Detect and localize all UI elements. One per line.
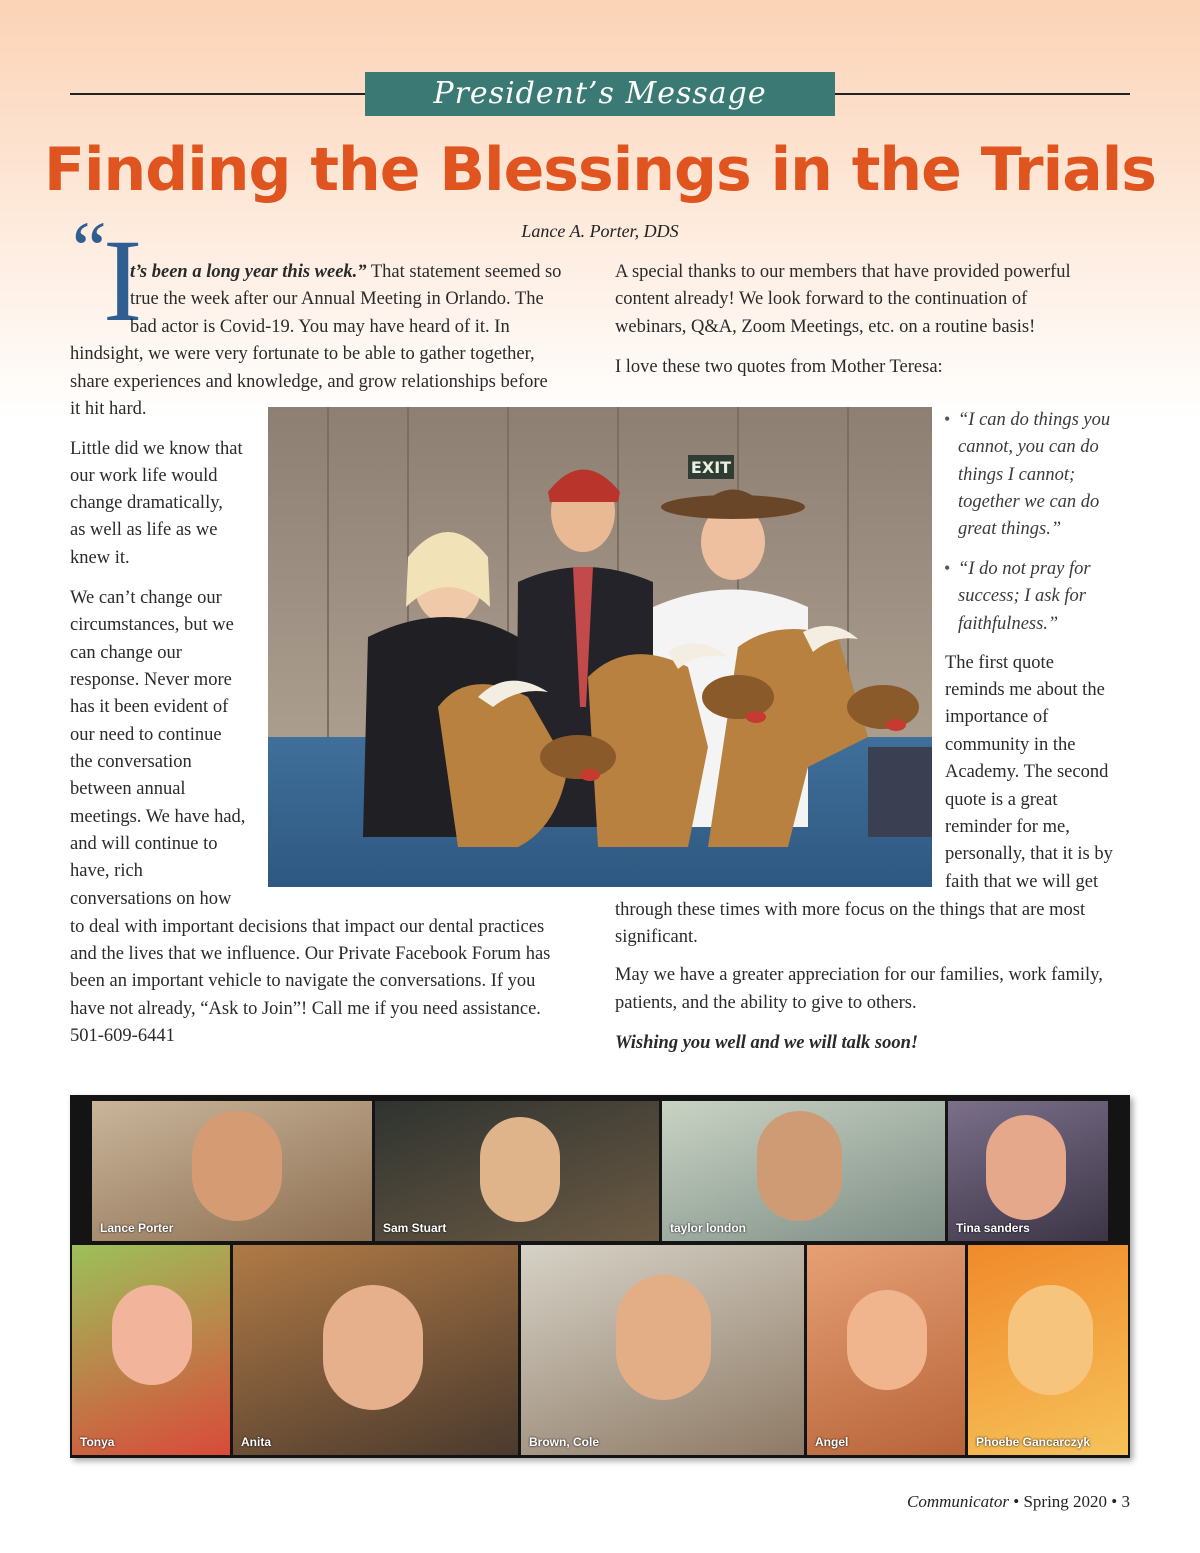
zoom-tile bbox=[662, 1101, 945, 1241]
body-line: I love these two quotes from Mother Teresa: bbox=[615, 357, 943, 377]
participant-name: Lance Porter bbox=[100, 1221, 174, 1235]
phone-number: 501-609-6441 bbox=[70, 1026, 175, 1046]
body-line: reminds me about the bbox=[945, 680, 1105, 700]
body-line: have not already, “Ask to Join”! Call me if you need assistance. bbox=[70, 999, 541, 1019]
article-title: Finding the Blessings in the Trials bbox=[44, 135, 1156, 205]
page-footer bbox=[907, 1492, 1130, 1512]
bullet-mark: • bbox=[944, 409, 951, 429]
section-banner: President’s Message bbox=[365, 72, 835, 116]
zoom-tile bbox=[807, 1245, 965, 1455]
zoom-collage bbox=[70, 1095, 1130, 1458]
body-line: personally, that it is by bbox=[945, 844, 1113, 864]
zoom-tile bbox=[92, 1101, 372, 1241]
lead-rest: That statement seemed so bbox=[366, 262, 562, 282]
body-line: May we have a greater appreciation for our families, work family, bbox=[615, 965, 1103, 985]
body-line: faith that we will get bbox=[945, 872, 1099, 892]
participant-name: taylor london bbox=[670, 1221, 746, 1235]
participant-name: Phoebe Gancarczyk bbox=[976, 1435, 1091, 1449]
zoom-tile bbox=[968, 1245, 1128, 1455]
issue-info: • Spring 2020 • 3 bbox=[1009, 1492, 1130, 1511]
participant-avatar bbox=[616, 1275, 711, 1400]
body-line: has it been evident of bbox=[70, 697, 229, 717]
body-line: Academy. The second bbox=[945, 762, 1109, 782]
body-line: can change our bbox=[70, 643, 182, 663]
closing-line: Wishing you well and we will talk soon! bbox=[615, 1033, 919, 1053]
participant-name: Sam Stuart bbox=[383, 1221, 447, 1235]
body-line: hindsight, we were very fortunate to be able to gather together, bbox=[70, 344, 535, 364]
body-line: response. Never more bbox=[70, 670, 232, 690]
body-line: circumstances, but we bbox=[70, 615, 234, 635]
costume-photo bbox=[268, 407, 932, 887]
body-line: it hit hard. bbox=[70, 399, 147, 419]
body-line: have, rich bbox=[70, 861, 143, 881]
body-line: and the lives that we influence. Our Private Facebook Forum has bbox=[70, 944, 551, 964]
body-line: quote is a great bbox=[945, 790, 1058, 810]
body-line: importance of bbox=[945, 707, 1049, 727]
quote-line: great things.” bbox=[958, 519, 1062, 539]
participant-avatar bbox=[757, 1111, 842, 1221]
body-line: We can’t change our bbox=[70, 588, 222, 608]
participant-avatar bbox=[986, 1115, 1066, 1220]
lead-line bbox=[130, 259, 561, 287]
participant-name: Angel bbox=[815, 1435, 849, 1449]
body-line: significant. bbox=[615, 927, 698, 947]
participant-name: Tina sanders bbox=[956, 1221, 1030, 1235]
publication-name: Communicator bbox=[907, 1492, 1009, 1511]
body-line: true the week after our Annual Meeting in Orlando. The bbox=[130, 289, 544, 309]
body-line: patients, and the ability to give to others. bbox=[615, 993, 917, 1013]
zoom-tile bbox=[72, 1245, 230, 1455]
participant-avatar bbox=[112, 1285, 192, 1385]
header-rule-right bbox=[835, 93, 1130, 95]
body-line: share experiences and knowledge, and grow relationships before bbox=[70, 372, 548, 392]
body-line: knew it. bbox=[70, 548, 130, 568]
body-line: reminder for me, bbox=[945, 817, 1070, 837]
header-rule-left bbox=[70, 93, 365, 95]
bullet-mark: • bbox=[944, 558, 951, 578]
costume-photo-illustration bbox=[268, 407, 932, 887]
body-line: Little did we know that bbox=[70, 439, 243, 459]
quote-line: faithfulness.” bbox=[958, 614, 1059, 634]
body-line: and will continue to bbox=[70, 834, 218, 854]
participant-avatar bbox=[1008, 1285, 1093, 1395]
body-line: conversations on how bbox=[70, 889, 232, 909]
participant-name: Brown, Cole bbox=[529, 1435, 600, 1449]
quote-line: “I do not pray for bbox=[958, 559, 1091, 579]
body-line: the conversation bbox=[70, 752, 192, 772]
body-line: community in the bbox=[945, 735, 1076, 755]
body-line: webinars, Q&A, Zoom Meetings, etc. on a routine basis! bbox=[615, 317, 1036, 337]
body-line: The first quote bbox=[945, 653, 1054, 673]
body-line: to deal with important decisions that impact our dental practices bbox=[70, 917, 545, 937]
body-line: content already! We look forward to the continuation of bbox=[615, 289, 1028, 309]
participant-avatar bbox=[323, 1285, 423, 1410]
quote-line: things I cannot; bbox=[958, 465, 1076, 485]
author-byline: Lance A. Porter, DDS bbox=[521, 221, 679, 241]
quote-line: cannot, you can do bbox=[958, 437, 1099, 457]
zoom-tile bbox=[948, 1101, 1108, 1241]
quote-line: “I can do things you bbox=[958, 410, 1111, 430]
body-line: our work life would bbox=[70, 466, 218, 486]
quote-line: together we can do bbox=[958, 492, 1100, 512]
body-line: through these times with more focus on the things that are most bbox=[615, 900, 1086, 920]
open-quote-mark: “ bbox=[72, 205, 107, 292]
quote-line: success; I ask for bbox=[958, 586, 1086, 606]
body-line: between annual bbox=[70, 779, 186, 799]
zoom-tile bbox=[375, 1101, 659, 1241]
body-line: our need to continue bbox=[70, 725, 222, 745]
body-line: A special thanks to our members that have provided powerful bbox=[615, 262, 1071, 282]
drop-cap: I bbox=[103, 215, 143, 346]
lead-bold: t’s been a long year this week.” bbox=[130, 262, 367, 282]
participant-name: Tonya bbox=[80, 1435, 115, 1449]
participant-avatar bbox=[192, 1111, 282, 1221]
body-line: been an important vehicle to navigate the conversations. If you bbox=[70, 971, 536, 991]
zoom-tile bbox=[521, 1245, 804, 1455]
body-line: as well as life as we bbox=[70, 520, 218, 540]
body-line: change dramatically, bbox=[70, 493, 223, 513]
body-line: meetings. We have had, bbox=[70, 807, 246, 827]
zoom-tile bbox=[233, 1245, 518, 1455]
participant-name: Anita bbox=[241, 1435, 271, 1449]
participant-avatar bbox=[480, 1117, 560, 1222]
body-line: bad actor is Covid-19. You may have heard of it. In bbox=[130, 317, 510, 337]
exit-sign: EXIT bbox=[690, 458, 732, 477]
participant-avatar bbox=[847, 1290, 927, 1390]
